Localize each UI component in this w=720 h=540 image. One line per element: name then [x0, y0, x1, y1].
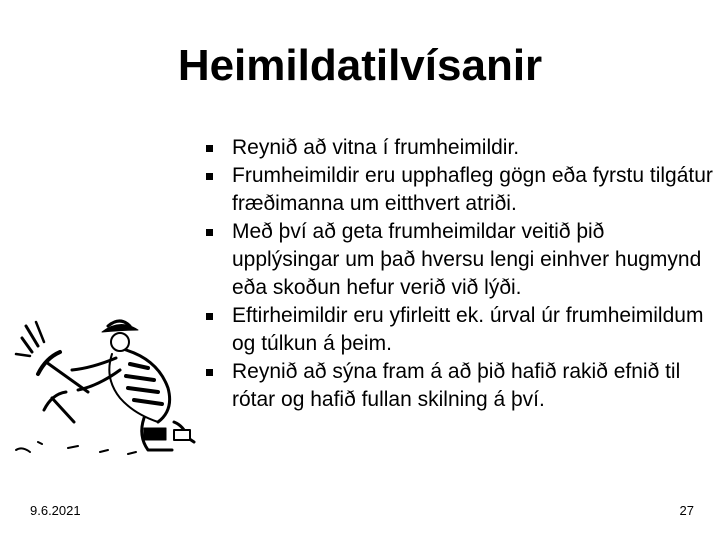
square-bullet-icon: [206, 313, 213, 320]
square-bullet-icon: [206, 145, 213, 152]
bullet-text: Reynið að sýna fram á að þið hafið rakið efnið til rótar og hafið fullan skilning á því.: [232, 360, 681, 411]
bullet-item: [204, 162, 714, 218]
bullet-text: Reynið að vitna í frumheimildir.: [232, 136, 520, 159]
bullet-text: Frumheimildir eru upphafleg gögn eða fyrstu tilgátur fræðimanna um eitthvert atriði.: [232, 164, 713, 215]
page-number: 27: [679, 503, 694, 518]
bullet-item: [204, 302, 714, 358]
bullet-item: [204, 358, 714, 414]
bullet-list: [204, 134, 714, 414]
square-bullet-icon: [206, 173, 213, 180]
bullet-text: Eftirheimildir eru yfirleitt ek. úrval úr frumheimildum og túlkun á þeim.: [232, 304, 704, 355]
slide-title: Heimildatilvísanir: [177, 41, 543, 90]
footer-date: 9.6.2021: [30, 503, 81, 518]
bullet-item: [204, 134, 714, 162]
digging-man-icon: [8, 318, 206, 460]
bullet-item: [204, 218, 714, 302]
bullet-text: Með því að geta frumheimildar veitið þið upplýsingar um það hversu lengi einhver hugmynd eða skoðun hefur verið við lýði.: [232, 220, 702, 299]
square-bullet-icon: [206, 369, 213, 376]
square-bullet-icon: [206, 229, 213, 236]
